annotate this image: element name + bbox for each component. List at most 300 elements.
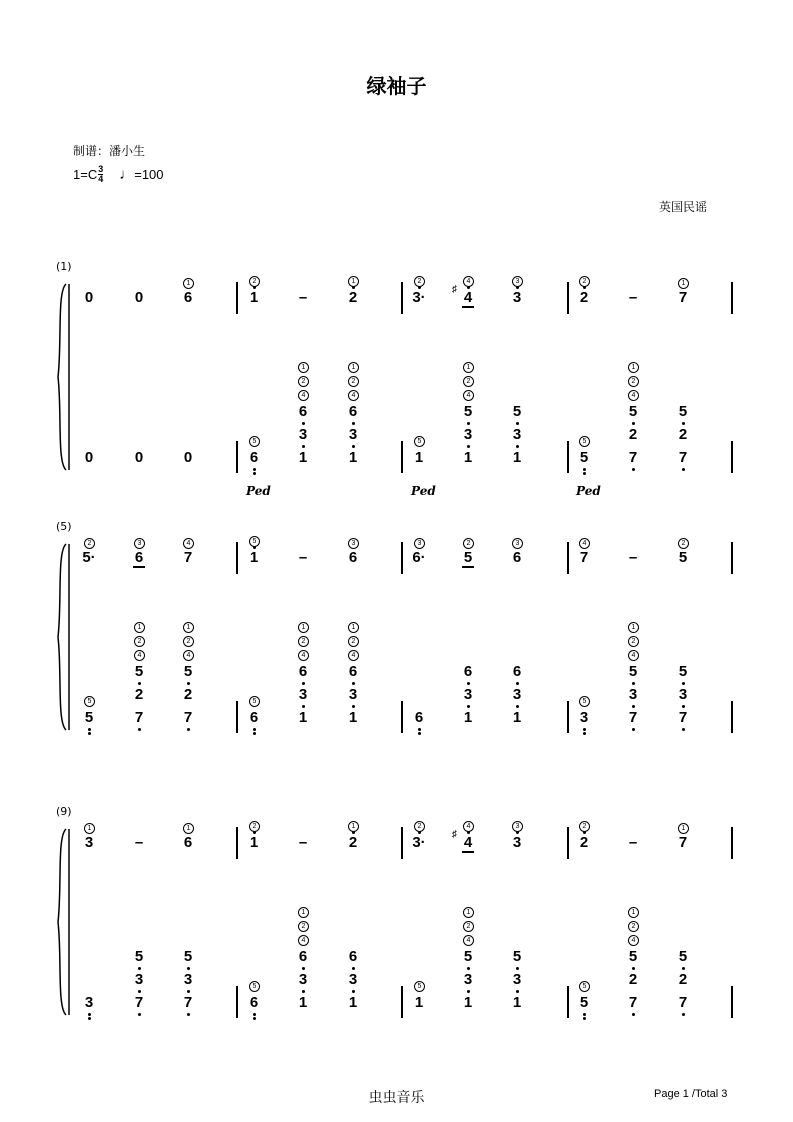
jianpu-note: 5· (82, 549, 96, 566)
barline (401, 441, 403, 473)
finger-number-circle: 5 (414, 436, 425, 447)
octave-low-dot (253, 468, 256, 471)
jianpu-note: 7 (678, 289, 688, 306)
octave-low-dot (418, 728, 421, 731)
finger-number-circle: 2 (628, 636, 639, 647)
jianpu-note: 6 (348, 403, 358, 420)
key-and-tempo (73, 165, 164, 184)
jianpu-note: 5 (628, 663, 638, 680)
octave-low-dot (516, 445, 519, 448)
jianpu-note: 1 (298, 449, 308, 466)
barline (236, 441, 238, 473)
octave-low-dot (516, 705, 519, 708)
jianpu-note: 7 (678, 449, 688, 466)
barline (567, 282, 569, 314)
octave-low-dot (138, 990, 141, 993)
octave-low-dot (632, 468, 635, 471)
grand-staff-brace (54, 542, 78, 732)
jianpu-note: 5 (628, 948, 638, 965)
octave-low-dot (467, 967, 470, 970)
footer-brand: 虫虫音乐 (368, 1090, 425, 1106)
octave-low-dot (88, 1017, 91, 1020)
finger-number-circle: 1 (348, 821, 359, 832)
jianpu-note: 6 (348, 663, 358, 680)
octave-low-dot (302, 967, 305, 970)
jianpu-note: 5 (134, 948, 144, 965)
barline (236, 701, 238, 733)
finger-number-circle: 1 (628, 362, 639, 373)
measure-number: (9) (56, 805, 72, 818)
key-signature: 1=C (73, 167, 98, 182)
jianpu-note: 2 (348, 834, 358, 851)
octave-low-dot (467, 705, 470, 708)
jianpu-note: 5 (678, 948, 688, 965)
octave-low-dot (682, 705, 685, 708)
finger-number-circle: 3 (512, 821, 523, 832)
octave-low-dot (253, 1017, 256, 1020)
finger-number-circle: 4 (134, 650, 145, 661)
finger-number-circle: 4 (298, 935, 309, 946)
octave-low-dot (682, 468, 685, 471)
finger-number-circle: 5 (249, 696, 260, 707)
jianpu-note: 1 (249, 549, 259, 566)
octave-low-dot (467, 422, 470, 425)
octave-low-dot (682, 682, 685, 685)
finger-number-circle: 2 (84, 538, 95, 549)
octave-low-dot (352, 682, 355, 685)
jianpu-note: 6 (348, 549, 358, 566)
pedal-mark: Ped (576, 484, 601, 498)
finger-number-circle: 2 (628, 921, 639, 932)
octave-low-dot (583, 1017, 586, 1020)
octave-low-dot (583, 732, 586, 735)
finger-number-circle: 2 (249, 276, 260, 287)
barline (236, 542, 238, 574)
jianpu-note: 1 (249, 834, 259, 851)
jianpu-note: 5 (84, 709, 94, 726)
jianpu-note: 3 (463, 426, 473, 443)
barline (401, 542, 403, 574)
finger-number-circle: 2 (183, 636, 194, 647)
finger-number-circle: 2 (463, 538, 474, 549)
jianpu-note: 7 (134, 994, 144, 1011)
finger-number-circle: 2 (414, 821, 425, 832)
jianpu-note: 6 (348, 948, 358, 965)
jianpu-note: 1 (348, 449, 358, 466)
grand-staff-brace (54, 282, 78, 472)
jianpu-note: 0 (134, 289, 144, 306)
arranger-credit: 制谱：潘小生 (73, 144, 146, 158)
octave-low-dot (88, 728, 91, 731)
octave-low-dot (138, 1013, 141, 1016)
octave-low-dot (352, 705, 355, 708)
eighth-underline (462, 566, 474, 568)
finger-number-circle: 3 (512, 276, 523, 287)
octave-low-dot (516, 682, 519, 685)
barline (236, 827, 238, 859)
finger-number-circle: 3 (134, 538, 145, 549)
finger-number-circle: 2 (414, 276, 425, 287)
jianpu-note: 4 (463, 289, 473, 306)
jianpu-note: – (628, 289, 638, 306)
jianpu-note: – (628, 549, 638, 566)
jianpu-note: 3· (412, 834, 426, 851)
finger-number-circle: 1 (628, 907, 639, 918)
jianpu-note: 7 (628, 994, 638, 1011)
finger-number-circle: 1 (348, 622, 359, 633)
jianpu-note: 6 (249, 709, 259, 726)
octave-low-dot (583, 1013, 586, 1016)
octave-low-dot (516, 990, 519, 993)
jianpu-note: 6 (249, 994, 259, 1011)
jianpu-note: 3 (134, 971, 144, 988)
octave-low-dot (187, 682, 190, 685)
finger-number-circle: 1 (463, 907, 474, 918)
octave-low-dot (583, 468, 586, 471)
finger-number-circle: 5 (579, 436, 590, 447)
finger-number-circle: 4 (463, 276, 474, 287)
jianpu-note: 3 (678, 686, 688, 703)
pedal-mark: Ped (411, 484, 436, 498)
jianpu-note: 3 (298, 971, 308, 988)
barline (401, 827, 403, 859)
octave-low-dot (516, 422, 519, 425)
finger-number-circle: 3 (414, 538, 425, 549)
jianpu-note: 3 (463, 971, 473, 988)
finger-number-circle: 2 (298, 376, 309, 387)
eighth-underline (133, 566, 145, 568)
octave-low-dot (352, 990, 355, 993)
barline (567, 827, 569, 859)
finger-number-circle: 4 (628, 650, 639, 661)
octave-low-dot (682, 728, 685, 731)
jianpu-note: 3 (512, 971, 522, 988)
octave-low-dot (467, 682, 470, 685)
jianpu-note: 3 (512, 289, 522, 306)
finger-number-circle: 1 (183, 622, 194, 633)
jianpu-note: 7 (678, 834, 688, 851)
jianpu-note: 7 (183, 549, 193, 566)
finger-number-circle: 2 (579, 821, 590, 832)
octave-low-dot (632, 422, 635, 425)
jianpu-note: 2 (678, 971, 688, 988)
jianpu-note: 2 (628, 426, 638, 443)
octave-low-dot (187, 728, 190, 731)
jianpu-note: 5 (463, 549, 473, 566)
octave-low-dot (302, 445, 305, 448)
barline (401, 986, 403, 1018)
octave-low-dot (138, 967, 141, 970)
finger-number-circle: 4 (628, 935, 639, 946)
octave-low-dot (352, 967, 355, 970)
octave-low-dot (467, 990, 470, 993)
finger-number-circle: 1 (678, 823, 689, 834)
finger-number-circle: 2 (249, 821, 260, 832)
jianpu-note: 5 (512, 948, 522, 965)
finger-number-circle: 1 (298, 362, 309, 373)
finger-number-circle: 5 (414, 981, 425, 992)
octave-low-dot (583, 728, 586, 731)
finger-number-circle: 1 (84, 823, 95, 834)
finger-number-circle: 2 (134, 636, 145, 647)
grand-staff-brace (54, 827, 78, 1017)
octave-low-dot (253, 732, 256, 735)
octave-low-dot (253, 1013, 256, 1016)
finger-number-circle: 1 (463, 362, 474, 373)
finger-number-circle: 4 (348, 650, 359, 661)
jianpu-note: 2 (348, 289, 358, 306)
jianpu-note: 6 (249, 449, 259, 466)
jianpu-note: 6 (298, 663, 308, 680)
octave-low-dot (253, 728, 256, 731)
finger-number-circle: 2 (298, 636, 309, 647)
finger-number-circle: 4 (628, 390, 639, 401)
jianpu-note: 3 (298, 426, 308, 443)
jianpu-note: 7 (628, 709, 638, 726)
octave-low-dot (302, 422, 305, 425)
jianpu-note: 3 (348, 971, 358, 988)
jianpu-note: 3 (512, 834, 522, 851)
finger-number-circle: 5 (249, 436, 260, 447)
barline (236, 986, 238, 1018)
jianpu-note: 3 (512, 686, 522, 703)
jianpu-note: 5 (579, 994, 589, 1011)
barline (731, 282, 733, 314)
finger-number-circle: 2 (298, 921, 309, 932)
jianpu-note: 6 (183, 289, 193, 306)
finger-number-circle: 1 (678, 278, 689, 289)
jianpu-note: 5 (579, 449, 589, 466)
quarter-note-icon: ♩ (119, 166, 135, 183)
jianpu-note: 1 (463, 449, 473, 466)
jianpu-note: 6 (512, 549, 522, 566)
jianpu-note: 6 (512, 663, 522, 680)
jianpu-note: 5 (134, 663, 144, 680)
finger-number-circle: 1 (134, 622, 145, 633)
eighth-underline (462, 306, 474, 308)
jianpu-note: 6 (298, 403, 308, 420)
jianpu-note: 4 (463, 834, 473, 851)
octave-low-dot (138, 728, 141, 731)
pedal-mark: Ped (246, 484, 271, 498)
jianpu-note: 6 (414, 709, 424, 726)
barline (236, 282, 238, 314)
jianpu-note: 2 (579, 289, 589, 306)
jianpu-note: 1 (348, 709, 358, 726)
finger-number-circle: 2 (678, 538, 689, 549)
finger-number-circle: 4 (463, 390, 474, 401)
jianpu-note: 1 (249, 289, 259, 306)
jianpu-note: 5 (183, 948, 193, 965)
jianpu-note: 7 (678, 709, 688, 726)
finger-number-circle: 1 (298, 622, 309, 633)
finger-number-circle: 1 (348, 276, 359, 287)
barline (401, 282, 403, 314)
octave-low-dot (583, 472, 586, 475)
eighth-underline (462, 851, 474, 853)
octave-low-dot (302, 990, 305, 993)
jianpu-note: 3· (412, 289, 426, 306)
jianpu-note: 1 (414, 994, 424, 1011)
jianpu-note: 3 (512, 426, 522, 443)
barline (731, 827, 733, 859)
finger-number-circle: 4 (183, 650, 194, 661)
jianpu-note: 2 (134, 686, 144, 703)
finger-number-circle: 2 (348, 636, 359, 647)
jianpu-note: 7 (183, 994, 193, 1011)
tempo-value: =100 (134, 167, 164, 182)
jianpu-note: 1 (463, 994, 473, 1011)
sharp-sign: ♯ (452, 829, 457, 840)
score-title: 绿袖子 (366, 74, 427, 98)
barline (731, 701, 733, 733)
octave-low-dot (632, 967, 635, 970)
jianpu-note: 3 (463, 686, 473, 703)
finger-number-circle: 1 (298, 907, 309, 918)
octave-low-dot (632, 728, 635, 731)
finger-number-circle: 2 (463, 376, 474, 387)
jianpu-note: 5 (512, 403, 522, 420)
finger-number-circle: 5 (579, 981, 590, 992)
jianpu-note: 5 (628, 403, 638, 420)
finger-number-circle: 4 (183, 538, 194, 549)
jianpu-note: 3 (348, 426, 358, 443)
finger-number-circle: 3 (348, 538, 359, 549)
measure-number: (5) (56, 520, 72, 533)
jianpu-note: 5 (463, 403, 473, 420)
finger-number-circle: 1 (183, 278, 194, 289)
octave-low-dot (352, 445, 355, 448)
octave-low-dot (632, 1013, 635, 1016)
jianpu-note: 1 (512, 449, 522, 466)
octave-low-dot (352, 422, 355, 425)
jianpu-note: 1 (414, 449, 424, 466)
jianpu-note: 6 (183, 834, 193, 851)
finger-number-circle: 5 (579, 696, 590, 707)
octave-low-dot (253, 472, 256, 475)
jianpu-note: 2 (678, 426, 688, 443)
jianpu-note: 7 (134, 709, 144, 726)
jianpu-note: 1 (512, 994, 522, 1011)
jianpu-note: 2 (183, 686, 193, 703)
barline (567, 542, 569, 574)
finger-number-circle: 4 (463, 821, 474, 832)
jianpu-note: 1 (298, 709, 308, 726)
octave-low-dot (682, 967, 685, 970)
octave-low-dot (516, 967, 519, 970)
jianpu-note: – (298, 289, 308, 306)
jianpu-note: 6 (463, 663, 473, 680)
jianpu-note: 0 (84, 289, 94, 306)
barline (731, 441, 733, 473)
finger-number-circle: 4 (298, 650, 309, 661)
octave-low-dot (187, 990, 190, 993)
finger-number-circle: 2 (579, 276, 590, 287)
jianpu-note: 5 (678, 663, 688, 680)
octave-low-dot (138, 682, 141, 685)
jianpu-note: 1 (512, 709, 522, 726)
octave-low-dot (467, 445, 470, 448)
jianpu-note: 0 (84, 449, 94, 466)
octave-low-dot (88, 1013, 91, 1016)
jianpu-note: 3 (298, 686, 308, 703)
octave-low-dot (187, 967, 190, 970)
finger-number-circle: 2 (628, 376, 639, 387)
octave-low-dot (632, 705, 635, 708)
octave-low-dot (682, 422, 685, 425)
finger-number-circle: 5 (84, 696, 95, 707)
barline (567, 441, 569, 473)
octave-low-dot (632, 682, 635, 685)
barline (401, 701, 403, 733)
barline (567, 701, 569, 733)
jianpu-note: 3 (84, 834, 94, 851)
jianpu-note: 3 (348, 686, 358, 703)
octave-low-dot (418, 732, 421, 735)
jianpu-note: 5 (183, 663, 193, 680)
barline (731, 542, 733, 574)
jianpu-note: – (628, 834, 638, 851)
jianpu-note: 1 (348, 994, 358, 1011)
octave-low-dot (88, 732, 91, 735)
jianpu-note: 2 (628, 971, 638, 988)
jianpu-note: 3 (84, 994, 94, 1011)
jianpu-note: 5 (678, 403, 688, 420)
jianpu-note: 5 (463, 948, 473, 965)
jianpu-note: 1 (298, 994, 308, 1011)
octave-low-dot (302, 705, 305, 708)
finger-number-circle: 3 (512, 538, 523, 549)
jianpu-note: – (298, 834, 308, 851)
jianpu-note: 0 (183, 449, 193, 466)
sharp-sign: ♯ (452, 284, 457, 295)
jianpu-note: – (134, 834, 144, 851)
jianpu-note: – (298, 549, 308, 566)
page-indicator: Page 1 /Total 3 (654, 1088, 728, 1100)
octave-low-dot (187, 1013, 190, 1016)
jianpu-note: 0 (134, 449, 144, 466)
jianpu-note: 6· (412, 549, 426, 566)
time-signature: $\frac{3}{4}$ (98, 164, 104, 184)
jianpu-note: 7 (678, 994, 688, 1011)
measure-number: (1) (56, 260, 72, 273)
jianpu-note: 1 (463, 709, 473, 726)
jianpu-note: 3 (579, 709, 589, 726)
jianpu-note: 6 (298, 948, 308, 965)
barline (731, 986, 733, 1018)
jianpu-note: 7 (579, 549, 589, 566)
finger-number-circle: 1 (628, 622, 639, 633)
jianpu-note: 3 (628, 686, 638, 703)
finger-number-circle: 2 (463, 921, 474, 932)
jianpu-note: 3 (183, 971, 193, 988)
finger-number-circle: 4 (463, 935, 474, 946)
barline (567, 986, 569, 1018)
finger-number-circle: 2 (348, 376, 359, 387)
jianpu-note: 7 (628, 449, 638, 466)
octave-low-dot (302, 682, 305, 685)
jianpu-note: 5 (678, 549, 688, 566)
song-origin: 英国民谣 (659, 200, 708, 214)
jianpu-note: 7 (183, 709, 193, 726)
finger-number-circle: 1 (183, 823, 194, 834)
finger-number-circle: 5 (249, 536, 260, 547)
finger-number-circle: 4 (298, 390, 309, 401)
finger-number-circle: 1 (348, 362, 359, 373)
finger-number-circle: 4 (348, 390, 359, 401)
finger-number-circle: 4 (579, 538, 590, 549)
jianpu-note: 2 (579, 834, 589, 851)
